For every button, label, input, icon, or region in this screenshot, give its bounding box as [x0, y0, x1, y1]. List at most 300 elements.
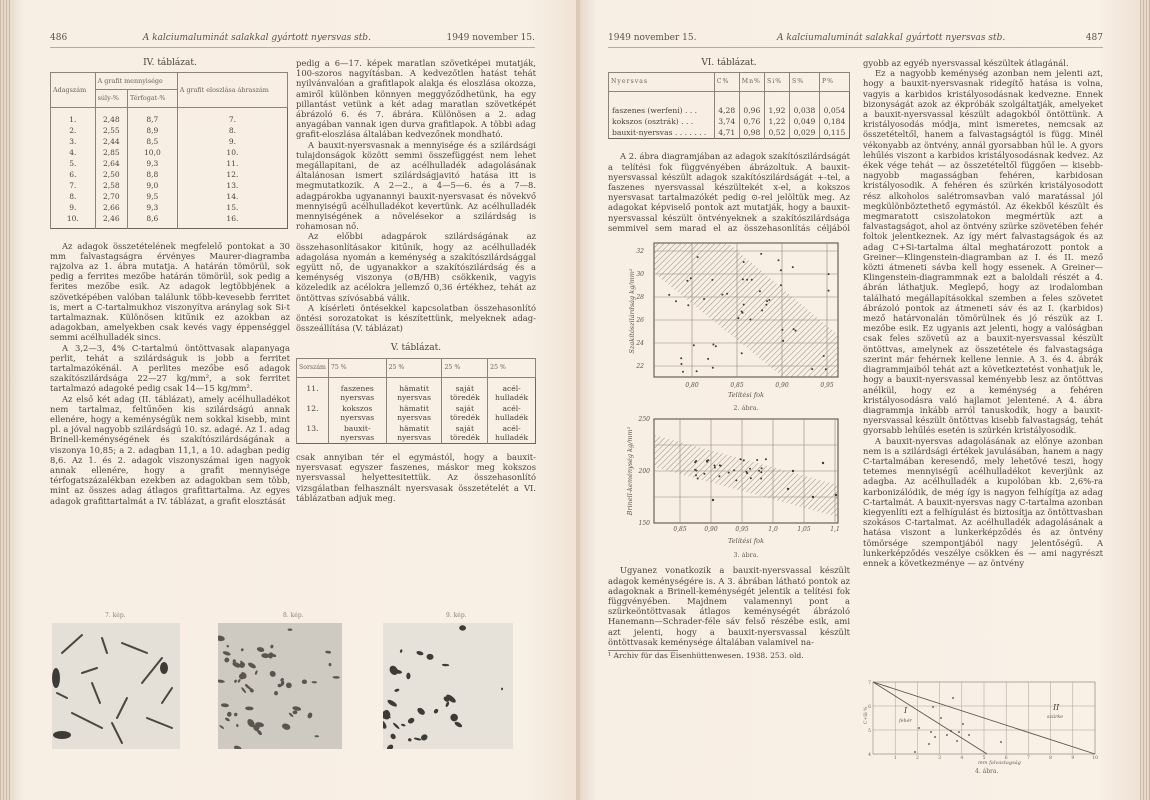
fig2-point — [825, 369, 827, 371]
fig2-point — [766, 301, 768, 303]
right-running-title: A kalciumaluminát salakkal gyártott nyersvas stb. — [777, 33, 1006, 43]
fig2-point — [697, 257, 699, 259]
fig4-xtick: 5 — [982, 756, 986, 761]
paragraph: Az előbbi adagpárok szilárdságának az összehasonlításakor kitűnik, hogy az acélhulladék adagolása nyomán a keménység a szakítószilárdsággal együtt nő, de ugyanakkor a szakítószilárdság és a keménység viszonya (σB/HB) csökkenik, vagyis közeledik az acélokra jellemző 0,36 értékhez, tehát az öntöttvas szívósabbá válik. — [296, 231, 536, 303]
table5-header: Sorszám — [297, 358, 329, 377]
micrograph-blob — [407, 717, 415, 725]
micrograph-blob — [219, 725, 225, 730]
t4-header-terfogat: Térfogat-% — [127, 90, 177, 107]
micrograph-blob — [226, 711, 232, 717]
fig3-point — [743, 460, 745, 462]
fig2-xtick: 0,95 — [820, 382, 834, 390]
micrograph-blob — [261, 653, 270, 658]
table4 — [50, 72, 288, 228]
micrograph-blob — [454, 721, 463, 729]
micrograph-blob — [218, 742, 219, 749]
fig4-ytick: 4 — [868, 753, 871, 758]
table4-cell-abra: 11. — [177, 158, 287, 169]
micrograph-blob — [333, 676, 340, 679]
fig3-point — [765, 459, 767, 461]
micrograph-blob — [234, 679, 238, 683]
table5-cell-n: 12. — [297, 403, 329, 423]
fig4-line-1 — [873, 682, 987, 754]
t4-header-adag: Adagszám — [51, 73, 96, 107]
fig4-xtick: 2 — [915, 756, 919, 761]
fig4-point — [934, 736, 936, 738]
fig2-point — [721, 294, 723, 296]
left-col2-after-table: csak annyiban tér el egymástól, hogy a bauxit-nyersvasat egyszer faszenes, máskor meg kokszos nyersvassal helyettesitettük. Az összehasonlító vizsgálatban felhasznált nyersvasak összetételét a VI. táblázatban adjuk meg. — [296, 451, 536, 503]
fig4-point — [914, 751, 916, 753]
fig2-point — [760, 253, 762, 255]
table4-row — [51, 180, 288, 191]
table4-row — [51, 147, 288, 158]
table4-cell-abra: 12. — [177, 169, 287, 180]
table5-cell-b: hämatit nyersvas — [386, 403, 442, 423]
fig2-point — [746, 279, 748, 281]
fig3-point — [706, 461, 708, 463]
micrograph-blob — [389, 733, 396, 741]
table4-row — [51, 136, 288, 147]
fig2-ytick: 30 — [636, 271, 644, 279]
fig3-xlabel: Telítési fok — [727, 537, 765, 546]
paragraph: A 3,2—3, 4% C-tartalmú öntöttvasak alapanyaga perlit, tehát a szilárdságuk is jobb a ferritet tartalmazókénál. A perlites mezőbe eső adagok szakítószilárdsága 22—27 kg/mm², a sok ferritet tartalmazó adagoké pedig csak 14—15 kg/mm². — [50, 342, 290, 394]
fig4-xtick: 6 — [1004, 756, 1008, 761]
left-running-header — [50, 33, 535, 48]
table4-cell-abra: 9. — [177, 136, 287, 147]
fig4-point — [958, 731, 960, 733]
photo9-caption: 9. kép. — [446, 612, 467, 619]
left-column-2 — [296, 58, 536, 503]
fig2-point — [795, 330, 797, 332]
fig3-caption: 3. ábra. — [733, 551, 759, 560]
table4-cell-adag: 1. — [51, 107, 96, 125]
micrograph-blob — [416, 650, 424, 656]
table4-cell-abra: 8. — [177, 125, 287, 136]
fig3-point — [714, 467, 716, 469]
right-running-header — [608, 33, 1103, 48]
table6-cell-si: 1,92 — [764, 92, 789, 117]
micrograph-blob — [274, 691, 278, 696]
fig2-point — [780, 285, 782, 287]
fig2-point — [675, 301, 677, 303]
table5-cell-n: 13. — [297, 423, 329, 444]
micrograph-blob — [218, 635, 225, 642]
table4-cell-suly: 2,55 — [95, 125, 127, 136]
table4-row — [51, 213, 288, 229]
fig2-point — [680, 363, 682, 365]
fig4-point — [946, 734, 948, 736]
micrograph-blob — [325, 650, 331, 654]
table4-cell-suly: 2,58 — [95, 180, 127, 191]
table6-cell-si: 1,22 — [764, 116, 789, 127]
fig2-point — [715, 346, 717, 348]
paragraph: A bauxit-nyersvas adagolásának az előnye azonban nem is a szilárdsági értékek javulásában, hanem a nagy C-tartalmában keresendő, mely lehetővé teszi, hogy tetemes mennyiségű acélhulladékot keverjünk az adagba. Az acélhulladék a kupolóban kb. 2,6%-ra karbonizálódik, de még így is nagyon felhígítja az adag C-tartalmát. A bauxit-nyersvas nagy C-tartalma azonban kiegyenlíti ezt a felhígulást és biztosítja az öntöttvasban szokásos C-tartalmat. Az acélhulladék adagolásának a hatása viszont a lunkerképződés és az öntvény tömörsége szempontjából nagy jelentőségű. A lunkerképződés veszélye csökken és — ami nagyrészt ennek a következménye — az öntvény — [863, 435, 1103, 568]
fig4-point — [950, 730, 952, 732]
micrograph-blob — [281, 722, 291, 731]
fig2-ytick: 32 — [636, 248, 644, 256]
micrograph-blob — [292, 706, 301, 712]
table6 — [608, 72, 850, 139]
table5-cell-a: faszenes nyersvas — [328, 377, 386, 403]
table6-cell-mn: 0,96 — [739, 92, 764, 117]
fig2-point — [682, 371, 684, 373]
table4-cell-terfogat: 9,3 — [127, 202, 177, 213]
fig4-xtick: 4 — [960, 756, 964, 761]
table5 — [296, 358, 536, 444]
micrograph-blob — [268, 670, 276, 678]
table6-caption: VI. táblázat. — [701, 58, 757, 68]
table4-row — [51, 107, 288, 125]
fig2-caption: 2. ábra. — [733, 404, 759, 413]
t4-header-group: A grafit mennyisége — [95, 73, 177, 90]
fig3-ytick: 150 — [638, 520, 650, 528]
left-col1-text — [50, 241, 290, 506]
micrograph-blob — [414, 737, 422, 741]
table4-cell-suly: 2,85 — [95, 147, 127, 158]
fig3-xtick: 1,1 — [830, 526, 840, 534]
table4-cell-terfogat: 8,9 — [127, 125, 177, 136]
paragraph: Ez a nagyobb keménység azonban nem jelenti azt, hogy a bauxit-nyersvasnak ridegítő hatása is volna, vagyis a karbidos kristályosodásnak kedvezne. Ennek bizonyságát azok az ékpróbák szolgáltatják, amelyeket a bauxit-nyersvassal készült adagokból öntöttünk. A kristályosodás módja, mint ismeretes, nemcsak az összetételtől, hanem a falvastagságtól is függ. Minél vékonyabb az öntvény, annál gyorsabban hűl le. A gyors lehűlés viszont a karbidos kristályosodásnak kedvez. Az ékek vége tehát — az összetételtől függően — kisebb-nagyobb magasságban fehéren, karbidosan kristályosodik. A fehéren és szürkén kristályosodott rész alkoholos salétromsavban való maratással jól megkülönböztethető egymástól. Az ékekből készült és megmaratott csiszolatokon megmértük azt a falvastagságot, ahol az öntvény szürke szövetében fehér foltok jelentkeznek. Az így mért falvastagságok és az adag C+Si-tartalma által meghatározott pontok a Greiner—Klingenstein-diagramban az I. és II. mező közti átmeneti sávba kell hogy essenek. A Greiner—Klingenstein-diagrammnak ezt a baloldali részét a 4. ábrán láthatjuk. Meglepő, hogy az irodalomban található megállapításokkal szemben a feles szövetet ábrázoló pontok az átmeneti sáv és az I. (karbidos) mező határvonalán tömörülnek és jó részük az I. mezőbe esik. Ez ugyanis azt jelenti, hogy a valóságban csak feles szövetű az a bauxit-nyersvassal készült öntöttvas, amelynek az összetétele és falvastagsága szerint már fehérnek kellene lennie. A 3. és 4. ábrák diagrammjaiból tehát azt a következtetést vonhatjuk le, hogy a bauxit-nyersvassal keményebb lesz az öntöttvas anélkül, hogy ez a keménység a fehéren kristályosodásra való hajlamot jelentené. A 4. ábra diagrammja inkább arról tanuskodik, hogy a bauxit-nyersvassal készült öntöttvas kisebb falvastagság, tehát gyorsabb lehűlés esetén is szürkén kristályosodik. — [863, 68, 1103, 436]
fig3-point — [696, 470, 698, 472]
fig2-point — [711, 279, 713, 281]
table4-cell-terfogat: 8,7 — [127, 107, 177, 125]
micrograph-blob — [233, 745, 242, 749]
fig2-point — [703, 298, 705, 300]
fig2-band — [654, 243, 838, 377]
fig3-point — [822, 462, 824, 464]
table6-header: S% — [789, 73, 819, 92]
fig4-zone1-label: fehér — [899, 719, 912, 724]
table5-cell-a: bauxit-nyersvas — [328, 423, 386, 444]
fig4-point — [1000, 741, 1002, 743]
table4-cell-abra: 14. — [177, 191, 287, 202]
micrograph-blob — [394, 688, 400, 692]
paragraph: Az adagok összetételének megfelelő pontokat a 30 mm falvastagságra érvényes Maurer-diagramba rajzolva az 1. ábra mutatja. A határán tömörül, sok pedig a ferrites mezőbe határán tömörül, sok pedig a ferites mezőbe esik. Az adagok legtöbbjének a szövetképében valóban találunk több-kevesebb ferritet is, mert a C-tartalmukhoz viszonyítva aránylag sok Si-t tartalmaznak. Különösen kitűnik ez azokban az adagokban, amelyekben csak kevés vagy éppenséggel semmi acélhulladék sincs. — [50, 240, 290, 343]
micrograph-blob — [223, 657, 230, 664]
footnote: ¹ Archiv für das Eisenhüttenwesen. 1938. 253. old. — [608, 651, 804, 661]
table5-cell-c: saját töredék — [442, 403, 488, 423]
micrograph-blob — [240, 648, 244, 652]
fig3-point — [749, 468, 751, 470]
table5-cell-d: acél-hulladék — [488, 403, 536, 423]
table4-row — [51, 202, 288, 213]
micrograph-blob — [401, 723, 406, 727]
table6-header: Nyersvas — [609, 73, 715, 92]
fig4-zone2: II — [1053, 703, 1060, 712]
micrograph-blob — [408, 738, 413, 742]
micrograph-blob — [392, 722, 400, 730]
table5-header: 25 % — [386, 358, 442, 377]
table4-cell-terfogat: 10,0 — [127, 147, 177, 158]
fig2-point — [743, 304, 745, 306]
fig2-point — [741, 311, 743, 313]
table4-cell-suly: 2,66 — [95, 202, 127, 213]
fig3-xtick: 0,85 — [673, 526, 687, 534]
right-page-number: 487 — [1085, 33, 1103, 43]
page-edge-left — [0, 0, 10, 800]
fig2-ytick: 22 — [636, 363, 644, 371]
fig4-point — [930, 731, 932, 733]
t4-header-suly: súly-% — [95, 90, 127, 107]
table4-cell-adag: 2. — [51, 125, 96, 136]
fig3-point — [695, 460, 697, 462]
table4-cell-abra: 7. — [177, 107, 287, 125]
table4-cell-adag: 10. — [51, 213, 96, 229]
figure-2-chart — [608, 237, 850, 415]
micrograph-blob — [386, 743, 395, 749]
table5-header: 75 % — [328, 358, 386, 377]
fig3-point — [735, 480, 737, 482]
table5-cell-c: saját töredék — [442, 377, 488, 403]
fig4-ytick: 5 — [868, 729, 871, 734]
paragraph: A kísérleti öntésekkel kapcsolatban összehasonlító öntési sorozatokat is készítettünk, melyeknek adag-összeállítása (V. táblázat) — [296, 302, 536, 334]
left-running-title: A kalciumaluminát salakkal gyártott nyersvas stb. — [142, 33, 371, 43]
fig2-point — [712, 367, 714, 369]
figure-4-chart — [863, 680, 1103, 776]
table4-cell-terfogat: 9,0 — [127, 180, 177, 191]
page-edge-right — [1140, 0, 1150, 800]
fig2-xtick: 0,85 — [730, 382, 744, 390]
fig2-point — [749, 319, 751, 321]
micrograph-blob — [287, 628, 292, 631]
right-column-2 — [863, 58, 1103, 568]
fig3-point — [719, 465, 721, 467]
fig4-xtick: 9 — [1071, 756, 1075, 761]
fig2-point — [743, 261, 745, 263]
table6-cell-c: 4,28 — [714, 92, 739, 117]
fig3-point — [835, 494, 837, 496]
micrograph-blob — [224, 717, 230, 722]
table4-cell-abra: 10. — [177, 147, 287, 158]
fig4-point — [918, 727, 920, 729]
fig2-point — [781, 329, 783, 331]
micrograph-blob — [445, 701, 450, 707]
fig3-band — [654, 435, 838, 517]
fig3-point — [697, 478, 699, 480]
micrograph-blob — [450, 713, 459, 722]
fig4-xtick: 8 — [1049, 756, 1053, 761]
micrograph-blob — [420, 733, 429, 742]
table4-cell-adag: 3. — [51, 136, 96, 147]
micrograph-7-image — [52, 623, 180, 749]
fig2-point — [811, 369, 813, 371]
table4-row — [51, 125, 288, 136]
fig3-point — [703, 473, 705, 475]
fig3-xtick: 1,0 — [768, 526, 778, 534]
fig4-ytick: 6 — [868, 705, 871, 710]
fig2-point — [765, 304, 767, 306]
fig3-xtick: 0,90 — [704, 526, 718, 534]
fig4-xtick: 3 — [938, 756, 942, 761]
fig3-xtick: 1,05 — [797, 526, 811, 534]
table6-cell-p: 0,054 — [819, 92, 849, 117]
table5-header: 25 % — [488, 358, 536, 377]
fig4-zone2-label: szürke — [1047, 715, 1064, 720]
fig2-ylabel: Szakítószilárdság kg/mm² — [628, 268, 636, 354]
figure-3-chart — [608, 415, 850, 565]
table6-cell-name: faszenes (werfeni) . . . — [609, 92, 715, 117]
table6-cell-name: kokszos (osztrák) . . . — [609, 116, 715, 127]
fig4-point — [962, 723, 964, 725]
micrograph-blob — [459, 625, 466, 631]
fig2-point — [686, 280, 688, 282]
micrograph-blob — [433, 708, 439, 714]
table4-cell-suly: 2,70 — [95, 191, 127, 202]
micrograph-blob — [442, 664, 450, 667]
table4-cell-suly: 2,50 — [95, 169, 127, 180]
fig2-point — [693, 345, 695, 347]
micrograph-blob — [226, 644, 230, 647]
micrograph-8 — [218, 623, 342, 749]
table6-cell-p: 0,184 — [819, 116, 849, 127]
table6-cell-c: 4,71 — [714, 127, 739, 139]
micrograph-blob — [386, 699, 398, 708]
photo7-caption: 7. kép. — [105, 612, 126, 619]
table5-cell-n: 11. — [297, 377, 329, 403]
fig2-xlabel: Telítési fok — [727, 391, 765, 400]
right-header-date: 1949 november 15. — [608, 33, 697, 43]
table6-cell-si: 0,52 — [764, 127, 789, 139]
table5-row — [297, 423, 536, 444]
fig2-point — [780, 270, 782, 272]
right-col1-para-2: Ugyanez vonatkozik a bauxit-nyersvassal készült adagok keménységére is. A 3. ábrában látható pontok az adagoknak a Brinell-keménységét jelentik a telítési fok függvényében. Majdnem valamennyi pont a szürkeöntöttvasak átlagos keménységét ábrázoló Hanemann—Schrader-féle sáv felső részébe esik, ami azt jelenti, hogy a bauxit-nyersvassal készült öntöttvasak keménysége általában valamivel na- — [608, 565, 850, 647]
fig2-point — [690, 278, 692, 280]
table6-cell-s: 0,038 — [789, 92, 819, 117]
table6-header: Si% — [764, 73, 789, 92]
table4-cell-adag: 5. — [51, 158, 96, 169]
micrograph-blob — [270, 644, 274, 648]
left-column-1 — [50, 58, 290, 506]
book-gutter — [576, 0, 580, 800]
fig3-point — [750, 478, 752, 480]
fig2-point — [823, 355, 825, 357]
fig3-point — [714, 465, 716, 467]
table5-header: 25 % — [442, 358, 488, 377]
micrograph-7 — [52, 623, 180, 749]
micrograph-blob — [400, 649, 403, 653]
micrograph-blob — [256, 646, 265, 652]
table6-cell-name: bauxit-nyersvas . . . . . . . — [609, 127, 715, 139]
fig3-point — [760, 472, 762, 474]
fig3-xtick: 0,95 — [735, 526, 749, 534]
table4-row — [51, 169, 288, 180]
table5-cell-d: acél-hulladék — [488, 423, 536, 444]
micrograph-blob — [233, 712, 238, 717]
fig3-point — [712, 499, 714, 501]
table6-row — [609, 116, 850, 127]
fig3-point — [760, 478, 762, 480]
micrograph-9 — [383, 623, 513, 749]
table4-cell-abra: 13. — [177, 180, 287, 191]
micrograph-blob — [383, 718, 388, 730]
table6-header: P% — [819, 73, 849, 92]
paragraph: pedig a 6—17. képek maratlan szövetképei mutatják, 100-szoros nagyításban. A kedvezőtlen hatást tehát nyilvánvalóan a grafitlapok alakja és eloszlása okozza, amiről különben könnyen meggyőződhetünk, ha egy pillantást vetünk a két adag maratlan szövetképét ábrázoló 6. és 7. ábrára. Különösen a 2. adag anyagában vannak igen durva grafitlapok. A többi adag grafit-eloszlása általában kedvezőnek mondható. — [296, 58, 536, 140]
fig4-point — [928, 743, 930, 745]
fig2-point — [751, 279, 753, 281]
fig4-xlabel: mm falvastagság — [978, 760, 1021, 766]
table4-cell-adag: 9. — [51, 202, 96, 213]
table4-cell-terfogat: 8,8 — [127, 169, 177, 180]
fig2-point — [761, 310, 763, 312]
photo8-caption: 8. kép. — [283, 612, 304, 619]
table6-row — [609, 92, 850, 117]
table4-cell-suly: 2,64 — [95, 158, 127, 169]
fig3-point — [718, 476, 720, 478]
fig2-point — [768, 299, 770, 301]
micrograph-blob — [286, 682, 293, 689]
fig2-point — [687, 305, 689, 307]
table4-cell-adag: 8. — [51, 191, 96, 202]
table6-cell-mn: 0,76 — [739, 116, 764, 127]
left-header-date: 1949 november 15. — [446, 33, 535, 43]
fig2-ytick: 28 — [636, 294, 644, 302]
fig4-point — [968, 734, 970, 736]
micrograph-blob — [293, 710, 298, 714]
micrograph-blob — [254, 670, 258, 675]
table4-cell-adag: 6. — [51, 169, 96, 180]
micrograph-blob — [302, 679, 308, 684]
table5-cell-b: hämatit nyersvas — [386, 377, 442, 403]
fig3-point — [695, 475, 697, 477]
fig4-zone1: I — [904, 706, 908, 715]
fig2-ytick: 24 — [636, 340, 644, 348]
fig2-point — [726, 293, 728, 295]
fig3-point — [787, 488, 789, 490]
table4-cell-terfogat: 8,5 — [127, 136, 177, 147]
table5-caption: V. táblázat. — [390, 343, 442, 354]
micrograph-blob — [311, 681, 317, 684]
fig4-ytick: 7 — [868, 681, 871, 686]
micrograph-blob — [236, 724, 239, 727]
micrograph-blob — [237, 679, 241, 684]
fig2-point — [792, 267, 794, 269]
micrograph-9-image — [383, 623, 513, 749]
table6-header: C% — [714, 73, 739, 92]
fig2-point — [793, 329, 795, 331]
fig3-point — [812, 496, 814, 498]
fig2-point — [712, 344, 714, 346]
fig3-point — [733, 470, 735, 472]
table4-cell-abra: 16. — [177, 213, 287, 229]
micrograph-blob — [218, 679, 225, 683]
fig2-point — [828, 274, 830, 276]
fig2-point — [707, 358, 709, 360]
fig3-ytick: 250 — [638, 416, 650, 424]
table4-cell-abra: 15. — [177, 202, 287, 213]
table4-cell-terfogat: 8,6 — [127, 213, 177, 229]
table5-row — [297, 377, 536, 403]
table6-cell-p: 0,115 — [819, 127, 849, 139]
fig3-point — [740, 459, 742, 461]
fig2-ytick: 26 — [636, 317, 644, 325]
micrograph-blob — [222, 650, 231, 656]
table5-row — [297, 403, 536, 423]
table4-caption: IV. táblázat. — [143, 58, 197, 68]
table6-row — [609, 127, 850, 139]
right-col1-para-1: A 2. ábra diagramjában az adagok szakítószilárdságát a telítési fok függvényében ábrázoltuk. A bauxit-nyersvassal készült adagok szakítószilárdságát +-tel, a faszenes nyersvassal készültekét x-el, a kokszos nyersvasat tartalmazókét pedig ⊙-rel jelöltük meg. Az adagokat képviselő pontok azt mutatják, hogy a bauxit-nyersvassal készült öntvényeknek a szakítószilárdsága semmivel sem marad el az összehasonlítás céljából — [608, 151, 850, 233]
fig3-point — [792, 470, 794, 472]
fig2-xtick: 0,90 — [775, 382, 789, 390]
right-col2-text — [863, 58, 1103, 568]
right-column-1 — [608, 58, 850, 661]
micrograph-blob — [221, 703, 229, 708]
fig2-point — [737, 318, 739, 320]
fig2-point — [828, 290, 830, 292]
fig4-point — [956, 740, 958, 742]
table5-cell-d: acél-hulladék — [488, 377, 536, 403]
fig2-point — [759, 291, 761, 293]
fig2-point — [696, 371, 698, 373]
